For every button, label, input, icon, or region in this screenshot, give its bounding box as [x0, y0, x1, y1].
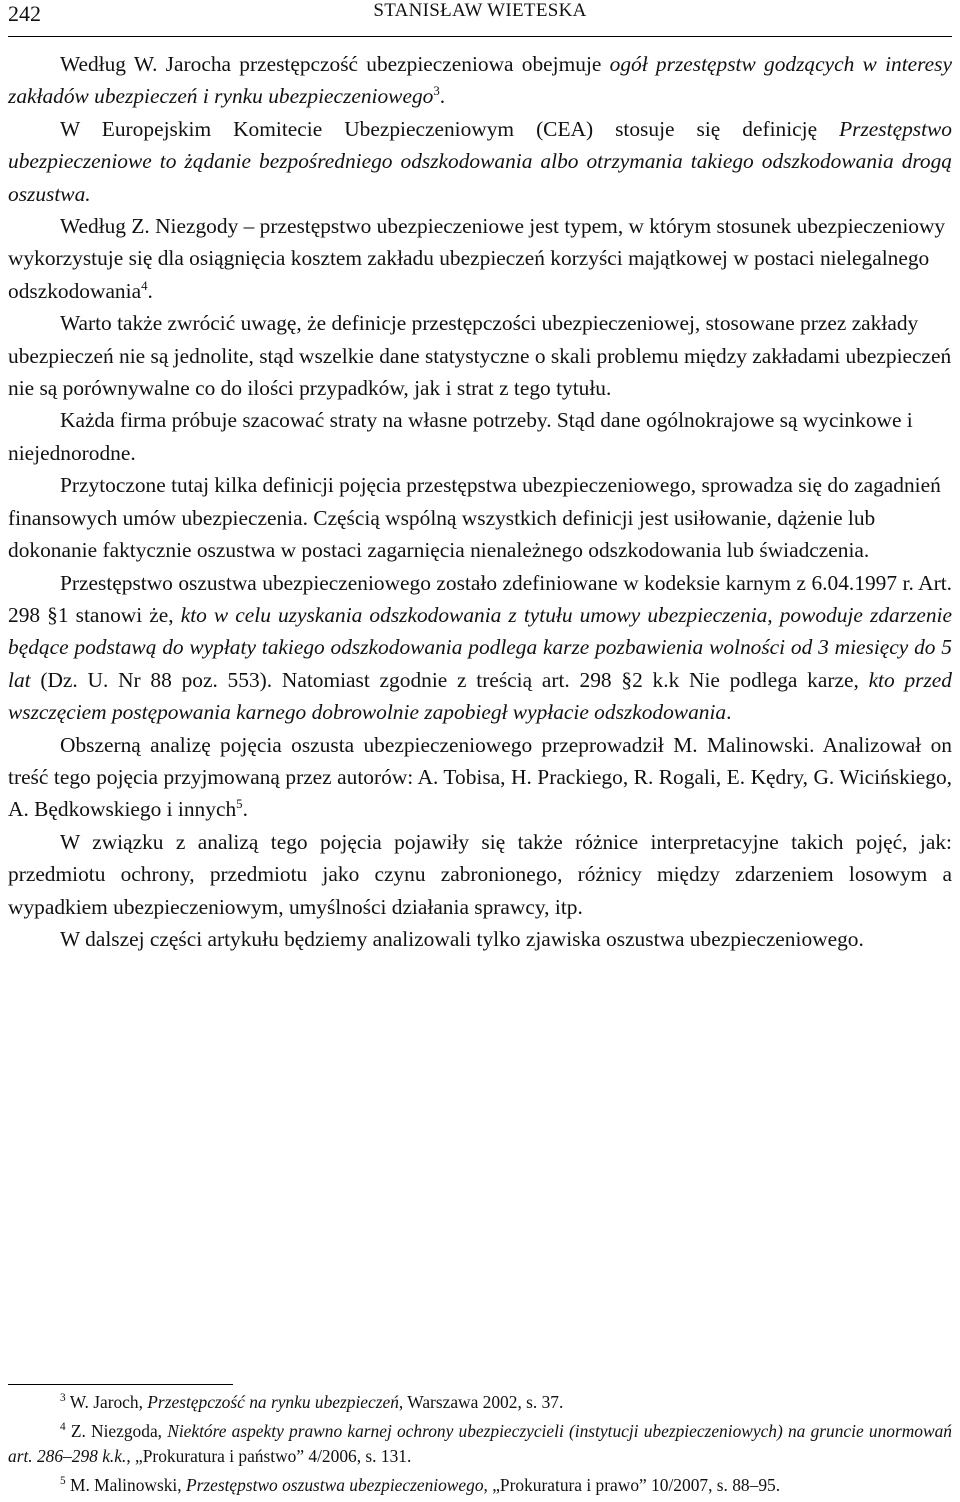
footnote-5	[8, 1473, 952, 1498]
footnote-4	[8, 1419, 952, 1469]
text-run-italic: kto w celu uzyskania odszkodowania z tytułu umowy ubezpieczenia, powoduje zdarzenie będące podstawą do wypłaty takiego odszkodowania podlega karze pozbawienia wolności od 3 miesięcy do 5 lat	[8, 602, 952, 692]
text-run-italic: Przestępstwo oszustwa ubezpieczeniowego	[185, 1475, 484, 1495]
text-run-italic: Przestępstwo ubezpieczeniowe to żądanie bezpośredniego odszkodowania albo otrzymania takiego odszkodowania drogą oszustwa.	[8, 116, 952, 206]
running-title: STANISŁAW WIETESKA	[373, 0, 587, 21]
text-run-italic: kto przed wszczęciem postępowania karnego dobrowolnie zapobiegł wypłacie odszkodowania	[8, 667, 952, 725]
paragraph-loss-estimates: Każda firma próbuje szacować straty na własne potrzeby. Stąd dane ogólnokrajowe są wycinkowe i niejednorodne.	[8, 408, 913, 465]
footnote-separator	[8, 1384, 233, 1385]
footnote-number: 4	[60, 1421, 66, 1433]
text-run: Obszerną analizę pojęcia oszusta ubezpieczeniowego przeprowadził M. Malinowski. Analizował on treść tego pojęcia przyjmowaną przez autorów: A. Tobisa, H. Prackiego, R. Rogali, E. Kędry, G. Wicińskiego, A. Będkowskiego i innych	[8, 732, 952, 822]
running-head	[8, 0, 952, 37]
page-number: 242	[8, 1, 41, 26]
paragraph-penal-code	[8, 567, 952, 729]
text-run: W. Jaroch,	[65, 1392, 148, 1412]
footnote-3	[8, 1390, 952, 1415]
footnote-ref-3: 3	[433, 84, 440, 99]
footnote-number: 5	[60, 1475, 66, 1487]
text-run: , Warszawa 2002, s. 37.	[398, 1392, 564, 1412]
footnotes	[8, 1390, 952, 1502]
paragraph-common-part: Przytoczone tutaj kilka definicji pojęcia przestępstwa ubezpieczeniowego, sprowadza się do zagadnień finansowych umów ubezpieczenia. Częścią wspólną wszystkich definicji jest usiłowanie, dążenie lub dokonanie faktycznie oszustwa w postaci zagarnięcia nienależnego odszkodowania lub świadczenia.	[8, 473, 941, 563]
text-run-italic: Przestępczość na rynku ubezpieczeń	[147, 1392, 399, 1412]
text-run: Z. Niezgoda,	[65, 1421, 168, 1441]
text-run: (Dz. U. Nr 88 poz. 553). Natomiast zgodnie z treścią art. 298 §2 k.k Nie podlega karze,	[30, 667, 869, 692]
text-run: .	[242, 797, 248, 822]
body-text	[8, 48, 952, 955]
paragraph-jaroch-definition	[8, 48, 952, 113]
paragraph-niezgoda-definition	[8, 210, 952, 307]
text-run: Przestępstwo oszustwa ubezpieczeniowego zostało zdefiniowane w kodeksie karnym z 6.04.1997 r. Art. 298 §1 stanowi że,	[8, 570, 952, 627]
text-run-italic: Niektóre aspekty prawno karnej ochrony ubezpieczycieli (instytucji ubezpieczeniowych) na gruncie unormowań art. 286–298 k.k.	[8, 1421, 952, 1466]
text-run: , „Prokuratura i prawo” 10/2007, s. 88–95.	[483, 1475, 781, 1495]
text-run: .	[147, 278, 153, 303]
text-run: , „Prokuratura i państwo” 4/2006, s. 131.	[126, 1446, 412, 1466]
paragraph-cea-definition	[8, 113, 952, 210]
text-run: Według W. Jarocha przestępczość ubezpieczeniowa obejmuje	[60, 52, 610, 76]
text-run: M. Malinowski,	[65, 1475, 186, 1495]
text-run: Według Z. Niezgody – przestępstwo ubezpieczeniowe jest typem, w którym stosunek ubezpieczeniowy wykorzystuje się dla osiągnięcia kosztem zakładu ubezpieczeń korzyści majątkowej w postaci nielegalnego odszkodowania	[8, 214, 946, 303]
footnote-ref-5: 5	[236, 797, 243, 812]
text-run-italic: ogół przestępstw godzących w interesy zakładów ubezpieczeń i rynku ubezpieczeniowego	[8, 52, 952, 109]
paragraph-malinowski-analysis	[8, 729, 952, 826]
paragraph-interpretive-differences: W związku z analizą tego pojęcia pojawiły się także różnice interpretacyjne takich pojęć, jak: przedmiotu ochrony, przedmiotu jako czynu zabronionego, różnicy między zdarzeniem losowym a wypadkiem ubezpieczeniowym, umyślności działania sprawcy, itp.	[8, 829, 952, 919]
paragraph-further-analysis: W dalszej części artykułu będziemy analizowali tylko zjawiska oszustwa ubezpieczeniowego.	[60, 926, 864, 951]
footnote-number: 3	[60, 1392, 66, 1404]
text-run: .	[726, 700, 732, 725]
paragraph-definitions-not-uniform: Warto także zwrócić uwagę, że definicje przestępczości ubezpieczeniowej, stosowane przez zakłady ubezpieczeń nie są jednolite, stąd wszelkie dane statystyczne o skali problemu między zakładami ubezpieczeń nie są porównywalne co do ilości przypadków, jak i strat z tego tytułu.	[8, 311, 952, 401]
footnote-ref-4: 4	[141, 278, 148, 293]
text-run: W Europejskim Komitecie Ubezpieczeniowym (CEA) stosuje się definicję	[60, 116, 840, 141]
text-run: .	[439, 84, 446, 109]
